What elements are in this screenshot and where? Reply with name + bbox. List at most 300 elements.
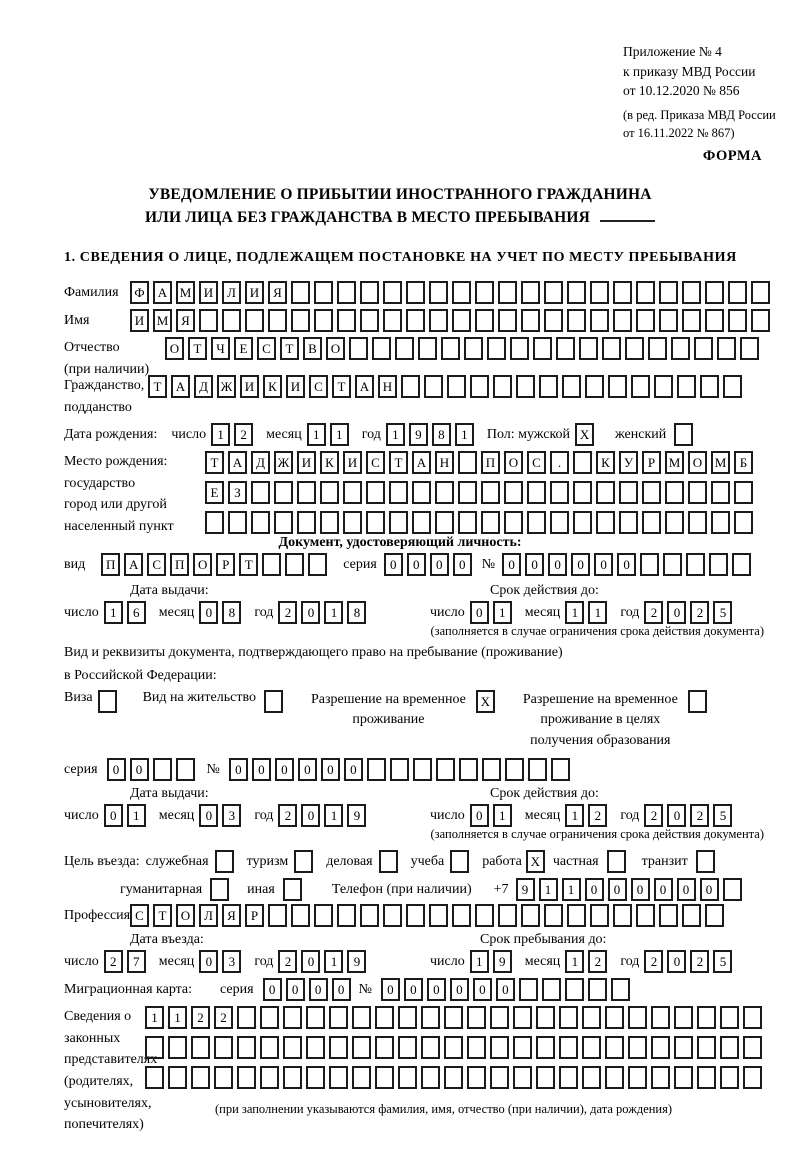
doc-valid-day-cells[interactable]: [470, 601, 516, 624]
char-cell[interactable]: [297, 481, 316, 504]
char-cell[interactable]: О: [688, 451, 707, 474]
char-cell[interactable]: П: [101, 553, 120, 576]
char-cell[interactable]: [274, 481, 293, 504]
mc-number-cells[interactable]: [381, 978, 634, 1001]
char-cell[interactable]: [98, 690, 117, 713]
char-cell[interactable]: З: [228, 481, 247, 504]
char-cell[interactable]: [306, 1066, 325, 1089]
legal-reps-row3-cells[interactable]: [145, 1066, 766, 1089]
doc-issue-month-cells[interactable]: [199, 601, 245, 624]
char-cell[interactable]: [274, 511, 293, 534]
char-cell[interactable]: Е: [234, 337, 253, 360]
char-cell[interactable]: 0: [548, 553, 567, 576]
char-cell[interactable]: [412, 481, 431, 504]
char-cell[interactable]: [711, 481, 730, 504]
char-cell[interactable]: [697, 1066, 716, 1089]
char-cell[interactable]: 0: [301, 950, 320, 973]
char-cell[interactable]: [314, 904, 333, 927]
stay-series-cells[interactable]: [107, 758, 199, 781]
char-cell[interactable]: [329, 1036, 348, 1059]
char-cell[interactable]: 3: [222, 950, 241, 973]
char-cell[interactable]: [674, 1066, 693, 1089]
birth-place-row2-cells[interactable]: [205, 481, 757, 504]
char-cell[interactable]: [711, 511, 730, 534]
char-cell[interactable]: [567, 904, 586, 927]
char-cell[interactable]: 1: [470, 950, 489, 973]
char-cell[interactable]: [467, 1066, 486, 1089]
char-cell[interactable]: 1: [493, 804, 512, 827]
char-cell[interactable]: [262, 553, 281, 576]
char-cell[interactable]: [734, 481, 753, 504]
char-cell[interactable]: 0: [199, 950, 218, 973]
char-cell[interactable]: 0: [450, 978, 469, 1001]
char-cell[interactable]: 0: [654, 878, 673, 901]
char-cell[interactable]: 0: [252, 758, 271, 781]
char-cell[interactable]: [720, 1036, 739, 1059]
char-cell[interactable]: [383, 309, 402, 332]
char-cell[interactable]: [458, 481, 477, 504]
char-cell[interactable]: П: [481, 451, 500, 474]
char-cell[interactable]: М: [711, 451, 730, 474]
char-cell[interactable]: Т: [205, 451, 224, 474]
checkbox-visa[interactable]: [98, 690, 121, 713]
char-cell[interactable]: [551, 758, 570, 781]
char-cell[interactable]: [605, 1036, 624, 1059]
char-cell[interactable]: [559, 1066, 578, 1089]
char-cell[interactable]: [559, 1036, 578, 1059]
char-cell[interactable]: 2: [690, 950, 709, 973]
char-cell[interactable]: [636, 281, 655, 304]
char-cell[interactable]: [205, 511, 224, 534]
char-cell[interactable]: [705, 904, 724, 927]
char-cell[interactable]: 0: [404, 978, 423, 1001]
char-cell[interactable]: 8: [432, 423, 451, 446]
char-cell[interactable]: [475, 904, 494, 927]
char-cell[interactable]: 0: [631, 878, 650, 901]
char-cell[interactable]: [519, 978, 538, 1001]
char-cell[interactable]: [214, 1036, 233, 1059]
char-cell[interactable]: Т: [389, 451, 408, 474]
char-cell[interactable]: [504, 511, 523, 534]
char-cell[interactable]: О: [176, 904, 195, 927]
char-cell[interactable]: [375, 1036, 394, 1059]
char-cell[interactable]: [153, 758, 172, 781]
char-cell[interactable]: [228, 511, 247, 534]
char-cell[interactable]: [467, 1036, 486, 1059]
checkbox-business[interactable]: [379, 850, 402, 873]
char-cell[interactable]: [168, 1036, 187, 1059]
char-cell[interactable]: [498, 904, 517, 927]
char-cell[interactable]: [389, 511, 408, 534]
char-cell[interactable]: [283, 1006, 302, 1029]
char-cell[interactable]: [565, 978, 584, 1001]
char-cell[interactable]: [705, 281, 724, 304]
until-year-cells[interactable]: [644, 950, 736, 973]
char-cell[interactable]: 9: [409, 423, 428, 446]
char-cell[interactable]: 0: [502, 553, 521, 576]
char-cell[interactable]: 2: [644, 804, 663, 827]
char-cell[interactable]: [291, 904, 310, 927]
char-cell[interactable]: [559, 1006, 578, 1029]
char-cell[interactable]: [294, 850, 313, 873]
legal-reps-row2-cells[interactable]: [145, 1036, 766, 1059]
char-cell[interactable]: [613, 309, 632, 332]
char-cell[interactable]: [406, 904, 425, 927]
char-cell[interactable]: [490, 1036, 509, 1059]
legal-reps-row1-cells[interactable]: [145, 1006, 766, 1029]
char-cell[interactable]: [556, 337, 575, 360]
char-cell[interactable]: 0: [199, 601, 218, 624]
char-cell[interactable]: П: [170, 553, 189, 576]
char-cell[interactable]: [510, 337, 529, 360]
char-cell[interactable]: [628, 1066, 647, 1089]
char-cell[interactable]: [283, 1066, 302, 1089]
char-cell[interactable]: 1: [104, 601, 123, 624]
char-cell[interactable]: С: [257, 337, 276, 360]
char-cell[interactable]: [682, 281, 701, 304]
stay-number-cells[interactable]: [229, 758, 574, 781]
char-cell[interactable]: [398, 1006, 417, 1029]
entry-year-cells[interactable]: [278, 950, 370, 973]
char-cell[interactable]: 2: [278, 804, 297, 827]
char-cell[interactable]: [214, 1066, 233, 1089]
char-cell[interactable]: [527, 511, 546, 534]
char-cell[interactable]: [337, 281, 356, 304]
char-cell[interactable]: [493, 375, 512, 398]
char-cell[interactable]: [366, 511, 385, 534]
char-cell[interactable]: 2: [191, 1006, 210, 1029]
char-cell[interactable]: 0: [107, 758, 126, 781]
profession-cells[interactable]: [130, 904, 728, 927]
char-cell[interactable]: Т: [239, 553, 258, 576]
char-cell[interactable]: [611, 978, 630, 1001]
char-cell[interactable]: [665, 481, 684, 504]
char-cell[interactable]: [306, 1006, 325, 1029]
char-cell[interactable]: [544, 281, 563, 304]
char-cell[interactable]: [306, 1036, 325, 1059]
surname-cells[interactable]: [130, 281, 774, 304]
char-cell[interactable]: [723, 878, 742, 901]
char-cell[interactable]: А: [355, 375, 374, 398]
char-cell[interactable]: [421, 1036, 440, 1059]
char-cell[interactable]: [412, 511, 431, 534]
char-cell[interactable]: 1: [539, 878, 558, 901]
char-cell[interactable]: 0: [229, 758, 248, 781]
char-cell[interactable]: [418, 337, 437, 360]
char-cell[interactable]: [573, 451, 592, 474]
char-cell[interactable]: [343, 511, 362, 534]
char-cell[interactable]: [590, 904, 609, 927]
char-cell[interactable]: [751, 281, 770, 304]
checkbox-temp-residence[interactable]: [476, 690, 499, 713]
char-cell[interactable]: [582, 1066, 601, 1089]
char-cell[interactable]: [372, 337, 391, 360]
char-cell[interactable]: [237, 1006, 256, 1029]
char-cell[interactable]: 0: [298, 758, 317, 781]
given-name-cells[interactable]: [130, 309, 774, 332]
char-cell[interactable]: [536, 1036, 555, 1059]
char-cell[interactable]: [602, 337, 621, 360]
char-cell[interactable]: [613, 904, 632, 927]
until-month-cells[interactable]: [565, 950, 611, 973]
char-cell[interactable]: Ж: [274, 451, 293, 474]
char-cell[interactable]: [481, 511, 500, 534]
char-cell[interactable]: [528, 758, 547, 781]
char-cell[interactable]: М: [153, 309, 172, 332]
char-cell[interactable]: [490, 1006, 509, 1029]
char-cell[interactable]: [291, 309, 310, 332]
char-cell[interactable]: [401, 375, 420, 398]
char-cell[interactable]: [467, 1006, 486, 1029]
char-cell[interactable]: [349, 337, 368, 360]
char-cell[interactable]: 0: [470, 601, 489, 624]
char-cell[interactable]: [521, 309, 540, 332]
doc-valid-month-cells[interactable]: [565, 601, 611, 624]
entry-day-cells[interactable]: [104, 950, 150, 973]
char-cell[interactable]: 0: [309, 978, 328, 1001]
char-cell[interactable]: 0: [470, 804, 489, 827]
char-cell[interactable]: [663, 553, 682, 576]
char-cell[interactable]: [648, 337, 667, 360]
char-cell[interactable]: [464, 337, 483, 360]
char-cell[interactable]: 1: [330, 423, 349, 446]
char-cell[interactable]: Т: [148, 375, 167, 398]
char-cell[interactable]: [199, 309, 218, 332]
char-cell[interactable]: Ф: [130, 281, 149, 304]
char-cell[interactable]: [429, 309, 448, 332]
mc-series-cells[interactable]: [263, 978, 355, 1001]
char-cell[interactable]: [705, 309, 724, 332]
char-cell[interactable]: [579, 337, 598, 360]
char-cell[interactable]: А: [412, 451, 431, 474]
char-cell[interactable]: С: [366, 451, 385, 474]
char-cell[interactable]: [237, 1066, 256, 1089]
char-cell[interactable]: У: [619, 451, 638, 474]
doc-issue-day-cells[interactable]: [104, 601, 150, 624]
char-cell[interactable]: [562, 375, 581, 398]
char-cell[interactable]: [424, 375, 443, 398]
checkbox-private[interactable]: [607, 850, 630, 873]
char-cell[interactable]: [642, 481, 661, 504]
char-cell[interactable]: К: [263, 375, 282, 398]
char-cell[interactable]: [314, 281, 333, 304]
char-cell[interactable]: [651, 1036, 670, 1059]
char-cell[interactable]: Ж: [217, 375, 236, 398]
char-cell[interactable]: [728, 281, 747, 304]
char-cell[interactable]: [487, 337, 506, 360]
char-cell[interactable]: 1: [324, 601, 343, 624]
char-cell[interactable]: [740, 337, 759, 360]
phone-cells[interactable]: [516, 878, 746, 901]
char-cell[interactable]: [628, 1036, 647, 1059]
char-cell[interactable]: [567, 309, 586, 332]
char-cell[interactable]: [642, 511, 661, 534]
char-cell[interactable]: [697, 1036, 716, 1059]
char-cell[interactable]: [291, 281, 310, 304]
char-cell[interactable]: 1: [565, 804, 584, 827]
char-cell[interactable]: [268, 309, 287, 332]
char-cell[interactable]: И: [343, 451, 362, 474]
char-cell[interactable]: 1: [211, 423, 230, 446]
char-cell[interactable]: [375, 1006, 394, 1029]
char-cell[interactable]: [613, 281, 632, 304]
char-cell[interactable]: [490, 1066, 509, 1089]
char-cell[interactable]: Л: [199, 904, 218, 927]
char-cell[interactable]: [251, 511, 270, 534]
char-cell[interactable]: [751, 309, 770, 332]
char-cell[interactable]: [406, 281, 425, 304]
char-cell[interactable]: 1: [565, 950, 584, 973]
char-cell[interactable]: 0: [700, 878, 719, 901]
checkbox-female[interactable]: [674, 423, 697, 446]
stay-valid-day-cells[interactable]: [470, 804, 516, 827]
char-cell[interactable]: 0: [104, 804, 123, 827]
checkbox-transit[interactable]: [696, 850, 719, 873]
char-cell[interactable]: [498, 309, 517, 332]
birth-year-cells[interactable]: [386, 423, 478, 446]
char-cell[interactable]: [450, 850, 469, 873]
char-cell[interactable]: 0: [667, 804, 686, 827]
char-cell[interactable]: 2: [278, 601, 297, 624]
char-cell[interactable]: [734, 511, 753, 534]
stay-valid-month-cells[interactable]: [565, 804, 611, 827]
char-cell[interactable]: [590, 281, 609, 304]
char-cell[interactable]: Р: [642, 451, 661, 474]
char-cell[interactable]: 0: [301, 601, 320, 624]
char-cell[interactable]: Я: [222, 904, 241, 927]
char-cell[interactable]: 5: [713, 950, 732, 973]
char-cell[interactable]: И: [245, 281, 264, 304]
char-cell[interactable]: [536, 1066, 555, 1089]
char-cell[interactable]: [527, 481, 546, 504]
char-cell[interactable]: [458, 451, 477, 474]
char-cell[interactable]: 0: [199, 804, 218, 827]
char-cell[interactable]: [475, 309, 494, 332]
char-cell[interactable]: 0: [321, 758, 340, 781]
char-cell[interactable]: [145, 1066, 164, 1089]
char-cell[interactable]: [383, 281, 402, 304]
char-cell[interactable]: И: [286, 375, 305, 398]
char-cell[interactable]: [582, 1036, 601, 1059]
char-cell[interactable]: 0: [301, 804, 320, 827]
char-cell[interactable]: К: [596, 451, 615, 474]
checkbox-temp-residence-education[interactable]: [688, 690, 711, 713]
char-cell[interactable]: [285, 553, 304, 576]
char-cell[interactable]: Ч: [211, 337, 230, 360]
char-cell[interactable]: [210, 878, 229, 901]
char-cell[interactable]: [588, 978, 607, 1001]
char-cell[interactable]: [176, 758, 195, 781]
checkbox-study[interactable]: [450, 850, 473, 873]
char-cell[interactable]: [375, 1066, 394, 1089]
char-cell[interactable]: О: [165, 337, 184, 360]
char-cell[interactable]: 1: [307, 423, 326, 446]
char-cell[interactable]: 0: [430, 553, 449, 576]
char-cell[interactable]: 0: [473, 978, 492, 1001]
char-cell[interactable]: 9: [493, 950, 512, 973]
char-cell[interactable]: 1: [324, 804, 343, 827]
char-cell[interactable]: [728, 309, 747, 332]
char-cell[interactable]: 5: [713, 804, 732, 827]
char-cell[interactable]: 0: [594, 553, 613, 576]
char-cell[interactable]: Н: [435, 451, 454, 474]
char-cell[interactable]: 8: [222, 601, 241, 624]
char-cell[interactable]: [628, 1006, 647, 1029]
char-cell[interactable]: 9: [347, 804, 366, 827]
char-cell[interactable]: [619, 481, 638, 504]
char-cell[interactable]: Я: [268, 281, 287, 304]
char-cell[interactable]: [544, 904, 563, 927]
char-cell[interactable]: 0: [286, 978, 305, 1001]
char-cell[interactable]: [659, 904, 678, 927]
birth-day-cells[interactable]: [211, 423, 257, 446]
char-cell[interactable]: 0: [263, 978, 282, 1001]
char-cell[interactable]: 0: [130, 758, 149, 781]
char-cell[interactable]: 1: [493, 601, 512, 624]
char-cell[interactable]: [379, 850, 398, 873]
char-cell[interactable]: [367, 758, 386, 781]
char-cell[interactable]: [596, 481, 615, 504]
char-cell[interactable]: [550, 481, 569, 504]
checkbox-residence-permit[interactable]: [264, 690, 287, 713]
char-cell[interactable]: 0: [427, 978, 446, 1001]
char-cell[interactable]: 5: [713, 601, 732, 624]
char-cell[interactable]: [516, 375, 535, 398]
char-cell[interactable]: 2: [690, 804, 709, 827]
char-cell[interactable]: И: [240, 375, 259, 398]
char-cell[interactable]: [435, 511, 454, 534]
char-cell[interactable]: 9: [347, 950, 366, 973]
char-cell[interactable]: [264, 690, 283, 713]
char-cell[interactable]: 1: [168, 1006, 187, 1029]
char-cell[interactable]: [567, 281, 586, 304]
char-cell[interactable]: [314, 309, 333, 332]
char-cell[interactable]: [498, 281, 517, 304]
char-cell[interactable]: 6: [127, 601, 146, 624]
char-cell[interactable]: 2: [690, 601, 709, 624]
char-cell[interactable]: [596, 511, 615, 534]
char-cell[interactable]: М: [176, 281, 195, 304]
char-cell[interactable]: 0: [667, 950, 686, 973]
char-cell[interactable]: [665, 511, 684, 534]
char-cell[interactable]: [686, 553, 705, 576]
char-cell[interactable]: [398, 1066, 417, 1089]
char-cell[interactable]: [723, 375, 742, 398]
char-cell[interactable]: 8: [347, 601, 366, 624]
char-cell[interactable]: [283, 878, 302, 901]
char-cell[interactable]: [329, 1006, 348, 1029]
char-cell[interactable]: И: [130, 309, 149, 332]
char-cell[interactable]: [539, 375, 558, 398]
char-cell[interactable]: [732, 553, 751, 576]
char-cell[interactable]: [659, 281, 678, 304]
char-cell[interactable]: [297, 511, 316, 534]
char-cell[interactable]: [191, 1066, 210, 1089]
char-cell[interactable]: [421, 1006, 440, 1029]
char-cell[interactable]: М: [665, 451, 684, 474]
char-cell[interactable]: [398, 1036, 417, 1059]
char-cell[interactable]: 0: [608, 878, 627, 901]
char-cell[interactable]: 0: [381, 978, 400, 1001]
char-cell[interactable]: [337, 904, 356, 927]
char-cell[interactable]: [573, 511, 592, 534]
char-cell[interactable]: 1: [588, 601, 607, 624]
doc-valid-year-cells[interactable]: [644, 601, 736, 624]
char-cell[interactable]: [475, 281, 494, 304]
char-cell[interactable]: 2: [588, 804, 607, 827]
char-cell[interactable]: [320, 511, 339, 534]
char-cell[interactable]: [383, 904, 402, 927]
